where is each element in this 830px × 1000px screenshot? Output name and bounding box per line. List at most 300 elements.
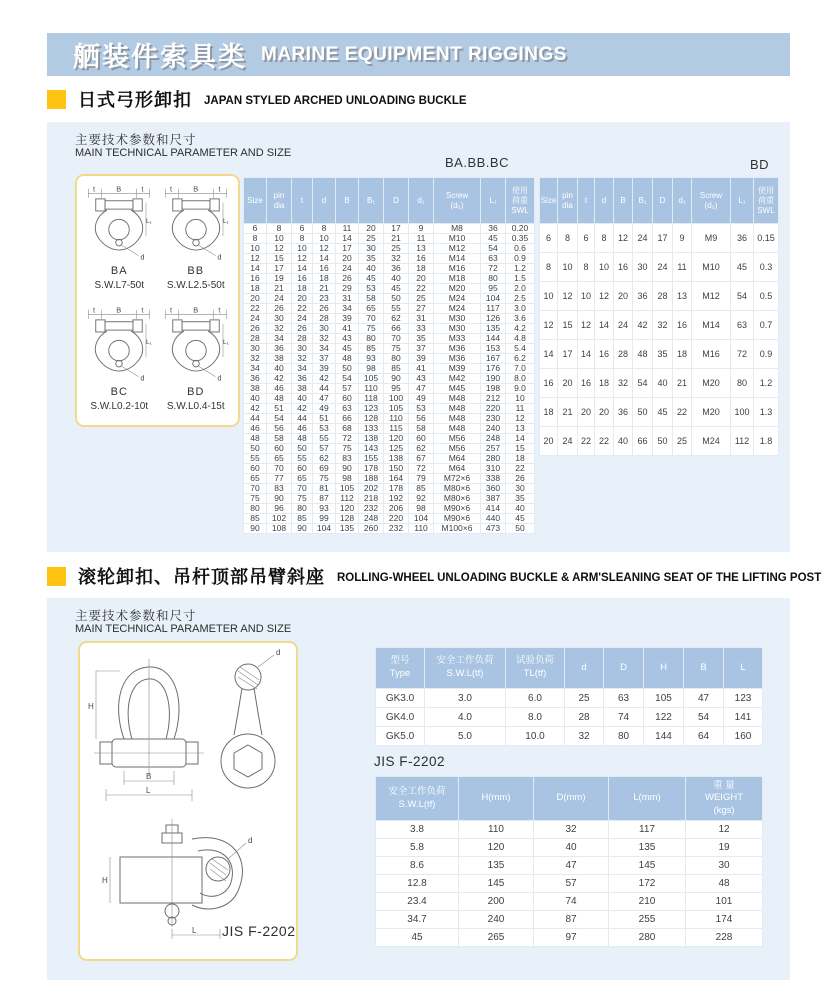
- table-cell: 10: [292, 244, 312, 253]
- param-label-en: MAIN TECHNICAL PARAMETER AND SIZE: [75, 623, 292, 635]
- table-cell: 9.0: [506, 384, 534, 393]
- table-cell: 30: [244, 344, 266, 353]
- svg-text:L₁: L₁: [222, 218, 229, 226]
- table-cell: 42: [267, 374, 291, 383]
- table-cell: 37: [409, 344, 433, 353]
- table-cell: 12: [595, 282, 613, 310]
- table-cell: M48: [434, 424, 480, 433]
- table-cell: 108: [267, 524, 291, 533]
- table-cell: 310: [481, 464, 505, 473]
- table-cell: 360: [481, 484, 505, 493]
- table-cell: 75: [244, 494, 266, 503]
- table-cell: 81: [313, 484, 335, 493]
- table-cell: 13: [409, 244, 433, 253]
- table-cell: 167: [481, 354, 505, 363]
- svg-text:t: t: [93, 304, 96, 314]
- table-cell: 198: [481, 384, 505, 393]
- table-cell: 25: [409, 294, 433, 303]
- table-cell: 85: [409, 484, 433, 493]
- table-cell: 40: [359, 264, 383, 273]
- shackle-figure: [83, 305, 155, 426]
- table-cell: 63: [336, 404, 358, 413]
- table-cell: 338: [481, 474, 505, 483]
- table-cell: 5.0: [425, 727, 505, 745]
- table-cell: 192: [384, 494, 408, 503]
- table-cell: 35: [409, 334, 433, 343]
- table-cell: 218: [359, 494, 383, 503]
- table-cell: 50: [506, 524, 534, 533]
- table-cell: 6: [540, 224, 557, 252]
- table-cell: 25: [565, 689, 603, 707]
- table-cell: 15: [267, 254, 291, 263]
- table-cell: 55: [244, 454, 266, 463]
- table-cell: M16: [692, 340, 730, 368]
- table-cell: 11: [409, 234, 433, 243]
- table-cell: 440: [481, 514, 505, 523]
- table-cell: 8: [558, 224, 577, 252]
- table-cell: 47: [409, 384, 433, 393]
- table-cell: 172: [609, 875, 685, 892]
- table-cell: 30: [506, 484, 534, 493]
- table-cell: 12.8: [376, 875, 458, 892]
- table-cell: 20: [614, 282, 632, 310]
- table-cell: 104: [313, 524, 335, 533]
- table-cell: 53: [409, 404, 433, 413]
- column-header: L₁: [731, 178, 753, 223]
- svg-text:d: d: [217, 372, 222, 382]
- table-cell: 48: [336, 354, 358, 363]
- table-cell: 23.4: [376, 893, 458, 910]
- table-cell: 20: [409, 274, 433, 283]
- table-cell: 20: [540, 427, 557, 455]
- column-header: Size: [244, 178, 266, 223]
- table-cell: 3.0: [425, 689, 505, 707]
- table-cell: 42: [244, 404, 266, 413]
- table-cell: 60: [244, 464, 266, 473]
- table-cell: 5.4: [506, 344, 534, 353]
- table-cell: M39: [434, 364, 480, 373]
- table-cell: 16: [578, 369, 594, 397]
- table-cell: M90×6: [434, 504, 480, 513]
- column-header: 型号 Type: [376, 648, 424, 688]
- table-cell: 45: [653, 398, 672, 426]
- table-row: [376, 689, 762, 707]
- table-cell: 1.2: [506, 264, 534, 273]
- table-cell: 32: [244, 354, 266, 363]
- table-cell: 99: [313, 514, 335, 523]
- table-row: [244, 494, 534, 503]
- table-cell: 155: [359, 454, 383, 463]
- table-caption-babbbc: BA.BB.BC: [445, 155, 509, 170]
- table-cell: 72: [731, 340, 753, 368]
- table-cell: M33: [434, 334, 480, 343]
- table-cell: 72: [336, 434, 358, 443]
- table-cell: 36: [481, 224, 505, 233]
- table-cell: 230: [481, 414, 505, 423]
- column-header: B₁: [633, 178, 652, 223]
- table-cell: 51: [313, 414, 335, 423]
- table-cell: 26: [336, 274, 358, 283]
- table-cell: 0.35: [506, 234, 534, 243]
- table-cell: 53: [359, 284, 383, 293]
- table-cell: 60: [409, 434, 433, 443]
- param-label-en: MAIN TECHNICAL PARAMETER AND SIZE: [75, 147, 292, 159]
- table-cell: 50: [653, 427, 672, 455]
- column-header: B₁: [359, 178, 383, 223]
- table-cell: 25: [384, 244, 408, 253]
- column-header: B: [336, 178, 358, 223]
- svg-text:d: d: [217, 252, 222, 262]
- table-cell: 112: [336, 494, 358, 503]
- svg-text:t: t: [141, 184, 144, 194]
- svg-text:B: B: [146, 772, 152, 781]
- table-cell: 8.0: [506, 708, 564, 726]
- table-cell: 75: [384, 344, 408, 353]
- svg-text:d: d: [276, 648, 281, 657]
- table-ba-bb-bc: [243, 177, 535, 534]
- table-cell: 58: [409, 424, 433, 433]
- table-cell: 39: [409, 354, 433, 363]
- table-cell: 41: [336, 324, 358, 333]
- table-cell: 141: [724, 708, 762, 726]
- table-row: [244, 484, 534, 493]
- table-cell: 26: [313, 304, 335, 313]
- table-cell: 18: [292, 284, 312, 293]
- table-cell: 70: [384, 334, 408, 343]
- table-cell: 62: [313, 454, 335, 463]
- table-cell: 80: [604, 727, 643, 745]
- table-cell: 248: [481, 434, 505, 443]
- table-cell: 145: [459, 875, 533, 892]
- table-row: [244, 454, 534, 463]
- table-cell: 54: [267, 414, 291, 423]
- table-cell: M24: [434, 304, 480, 313]
- table-cell: 74: [534, 893, 608, 910]
- section2-panel: [47, 598, 790, 980]
- table-cell: 128: [359, 414, 383, 423]
- table-cell: 0.3: [754, 253, 778, 281]
- table-cell: 36: [292, 374, 312, 383]
- table-cell: 22: [673, 398, 691, 426]
- table-cell: 3.6: [506, 314, 534, 323]
- svg-text:L₁: L₁: [146, 338, 153, 346]
- table-cell: 164: [384, 474, 408, 483]
- table-cell: 16: [673, 311, 691, 339]
- table-cell: 85: [384, 364, 408, 373]
- table-cell: 60: [292, 464, 312, 473]
- table-cell: 22: [578, 427, 594, 455]
- table-cell: 138: [384, 454, 408, 463]
- table-cell: M8: [434, 224, 480, 233]
- table-cell: 105: [359, 374, 383, 383]
- table-cell: 11: [506, 404, 534, 413]
- table-row: [244, 404, 534, 413]
- table-cell: 58: [359, 294, 383, 303]
- table-cell: 57: [534, 875, 608, 892]
- table-row: [244, 314, 534, 323]
- table-cell: 115: [384, 424, 408, 433]
- table-cell: 40: [267, 364, 291, 373]
- table-cell: M36: [434, 344, 480, 353]
- table-cell: 0.6: [506, 244, 534, 253]
- table-cell: 38: [267, 354, 291, 363]
- column-header: L(mm): [609, 777, 685, 820]
- table-cell: 138: [359, 434, 383, 443]
- table-cell: 17: [267, 264, 291, 273]
- table-cell: M14: [692, 311, 730, 339]
- table-cell: 6.2: [506, 354, 534, 363]
- table-cell: M80×6: [434, 484, 480, 493]
- shackle-swl-range: S.W.L0.2-10t: [90, 400, 149, 412]
- table-cell: 10: [558, 253, 577, 281]
- table-cell: 153: [481, 344, 505, 353]
- table-cell: 160: [724, 727, 762, 745]
- table-row: [540, 253, 778, 281]
- table-cell: M80×6: [434, 494, 480, 503]
- section1-heading: [47, 89, 467, 109]
- table-cell: 30: [292, 344, 312, 353]
- table-cell: 30: [686, 857, 762, 874]
- section1-title-zh: 日式弓形卸扣: [78, 90, 192, 110]
- table-cell: 57: [336, 384, 358, 393]
- svg-text:L₁: L₁: [222, 338, 229, 346]
- table-cell: 50: [244, 444, 266, 453]
- table-cell: 44: [244, 414, 266, 423]
- table-cell: M24: [434, 294, 480, 303]
- table-row: [244, 254, 534, 263]
- table-row: [244, 394, 534, 403]
- table-cell: 65: [244, 474, 266, 483]
- table-row: [244, 324, 534, 333]
- column-header: 使用 荷重 SWL: [506, 178, 534, 223]
- table-cell: 14: [578, 340, 594, 368]
- table-cell: 48: [244, 434, 266, 443]
- table-cell: 54: [684, 708, 723, 726]
- table-cell: 12: [558, 282, 577, 310]
- table-cell: 8.6: [376, 857, 458, 874]
- table-cell: 9: [409, 224, 433, 233]
- table-cell: 75: [336, 444, 358, 453]
- table-cell: 0.5: [754, 282, 778, 310]
- table-cell: 65: [292, 474, 312, 483]
- section2-title-en: ROLLING-WHEEL UNLOADING BUCKLE & ARM'SLEANING SEAT OF THE LIFTING POST: [337, 571, 822, 584]
- table-cell: 32: [653, 311, 672, 339]
- table-cell: 22: [244, 304, 266, 313]
- svg-text:d: d: [140, 252, 145, 262]
- table-row: [244, 294, 534, 303]
- table-cell: 28: [565, 708, 603, 726]
- table-cell: M18: [434, 274, 480, 283]
- table-cell: 123: [359, 404, 383, 413]
- table-cell: 12: [578, 311, 594, 339]
- table-cell: 104: [409, 514, 433, 523]
- table-cell: 257: [481, 444, 505, 453]
- table-cell: 57: [313, 444, 335, 453]
- column-header: 试验负荷 TL(tf): [506, 648, 564, 688]
- table-jis-f2202: [375, 776, 763, 947]
- table-cell: 18: [244, 284, 266, 293]
- table-cell: 6: [578, 224, 594, 252]
- table-row: [244, 524, 534, 533]
- table-cell: 45: [359, 274, 383, 283]
- table-cell: 10: [540, 282, 557, 310]
- table-cell: 39: [336, 314, 358, 323]
- table-cell: 16: [540, 369, 557, 397]
- table-cell: 14: [595, 311, 613, 339]
- svg-text:t: t: [93, 184, 96, 194]
- table-cell: 55: [292, 454, 312, 463]
- table-cell: M45: [434, 384, 480, 393]
- table-cell: 220: [481, 404, 505, 413]
- table-cell: 39: [313, 364, 335, 373]
- table-cell: 95: [481, 284, 505, 293]
- table-cell: 34: [336, 304, 358, 313]
- column-header: d₁: [409, 178, 433, 223]
- table-cell: 36: [731, 224, 753, 252]
- table-cell: M14: [434, 254, 480, 263]
- table-cell: M48: [434, 404, 480, 413]
- table-cell: 1.5: [506, 274, 534, 283]
- column-header: B: [684, 648, 723, 688]
- table-row: [376, 708, 762, 726]
- table-cell: 80: [244, 504, 266, 513]
- table-cell: 16: [292, 274, 312, 283]
- table-cell: 60: [267, 444, 291, 453]
- table-row: [244, 354, 534, 363]
- table-row: [376, 727, 762, 745]
- table-cell: 36: [633, 282, 652, 310]
- table-cell: 63: [604, 689, 643, 707]
- table-cell: 13: [506, 424, 534, 433]
- table-cell: 12: [614, 224, 632, 252]
- table-cell: 18: [673, 340, 691, 368]
- table-cell: 123: [724, 689, 762, 707]
- section1-panel: [47, 122, 790, 552]
- table-cell: 37: [313, 354, 335, 363]
- table-cell: 50: [384, 294, 408, 303]
- table-cell: 62: [384, 314, 408, 323]
- column-header: L₁: [481, 178, 505, 223]
- banner-title-en: MARINE EQUIPMENT RIGGINGS: [261, 43, 567, 65]
- table-caption-bd: BD: [750, 157, 770, 172]
- table-cell: 45: [481, 234, 505, 243]
- table-cell: 8: [595, 224, 613, 252]
- table-cell: 104: [481, 294, 505, 303]
- table-cell: 18: [540, 398, 557, 426]
- table-cell: 26: [506, 474, 534, 483]
- table-cell: 14: [244, 264, 266, 273]
- svg-text:t: t: [169, 184, 172, 194]
- table-cell: 20: [292, 294, 312, 303]
- column-header: d: [595, 178, 613, 223]
- table-cell: 63: [731, 311, 753, 339]
- table-cell: 240: [481, 424, 505, 433]
- table-cell: 46: [292, 424, 312, 433]
- table-cell: 75: [313, 474, 335, 483]
- table-cell: 18: [506, 454, 534, 463]
- table-cell: 232: [359, 504, 383, 513]
- table-cell: 16: [244, 274, 266, 283]
- table-row: [376, 911, 762, 928]
- table-cell: 8: [313, 224, 335, 233]
- table-cell: 7.0: [506, 364, 534, 373]
- table-cell: 21: [558, 398, 577, 426]
- table-cell: 105: [336, 484, 358, 493]
- table-row: [244, 344, 534, 353]
- table-cell: 34: [292, 364, 312, 373]
- table-row: [244, 234, 534, 243]
- table-cell: 28: [244, 334, 266, 343]
- table-cell: 144: [481, 334, 505, 343]
- table-cell: 40: [506, 504, 534, 513]
- table-cell: 125: [384, 444, 408, 453]
- column-header: L: [724, 648, 762, 688]
- column-header: d: [313, 178, 335, 223]
- table-cell: 80: [731, 369, 753, 397]
- table-cell: 16: [409, 254, 433, 263]
- column-header: 使用 荷重 SWL: [754, 178, 778, 223]
- column-header: D(mm): [534, 777, 608, 820]
- table-cell: 28: [653, 282, 672, 310]
- table-cell: 38: [292, 384, 312, 393]
- table-cell: 25: [359, 234, 383, 243]
- table-cell: 105: [644, 689, 683, 707]
- table-cell: 44: [292, 414, 312, 423]
- table-gk: [375, 647, 763, 746]
- table-cell: 8.0: [506, 374, 534, 383]
- table-cell: M90×6: [434, 514, 480, 523]
- table-cell: M16: [434, 264, 480, 273]
- table-cell: 74: [604, 708, 643, 726]
- table-cell: 92: [409, 494, 433, 503]
- column-header: H: [644, 648, 683, 688]
- table-cell: 14: [336, 234, 358, 243]
- table-cell: 20: [578, 398, 594, 426]
- page-banner: [47, 33, 790, 76]
- table-cell: 50: [336, 364, 358, 373]
- table-cell: 46: [244, 424, 266, 433]
- table-cell: 42: [292, 404, 312, 413]
- table-cell: 22: [409, 284, 433, 293]
- table-cell: 36: [244, 374, 266, 383]
- table-row: [244, 424, 534, 433]
- table-cell: 265: [459, 929, 533, 946]
- table-cell: 15: [558, 311, 577, 339]
- table-cell: 66: [633, 427, 652, 455]
- table-cell: 85: [292, 514, 312, 523]
- table-cell: 19: [686, 839, 762, 856]
- table-cell: 178: [384, 484, 408, 493]
- table-cell: M48: [434, 414, 480, 423]
- jis-table-label: JIS F-2202: [374, 754, 446, 769]
- table-row: [244, 384, 534, 393]
- svg-text:L: L: [146, 786, 151, 795]
- table-cell: 87: [313, 494, 335, 503]
- table-cell: M100×6: [434, 524, 480, 533]
- column-header: t: [578, 178, 594, 223]
- table-cell: 90: [244, 524, 266, 533]
- table-header-row: [540, 178, 778, 223]
- table-cell: 135: [481, 324, 505, 333]
- table-cell: 17: [384, 224, 408, 233]
- table-cell: 80: [292, 504, 312, 513]
- table-cell: 90: [384, 374, 408, 383]
- table-cell: 27: [409, 304, 433, 313]
- table-cell: M10: [434, 234, 480, 243]
- table-cell: 68: [336, 424, 358, 433]
- table-cell: 117: [481, 304, 505, 313]
- table-cell: 44: [313, 384, 335, 393]
